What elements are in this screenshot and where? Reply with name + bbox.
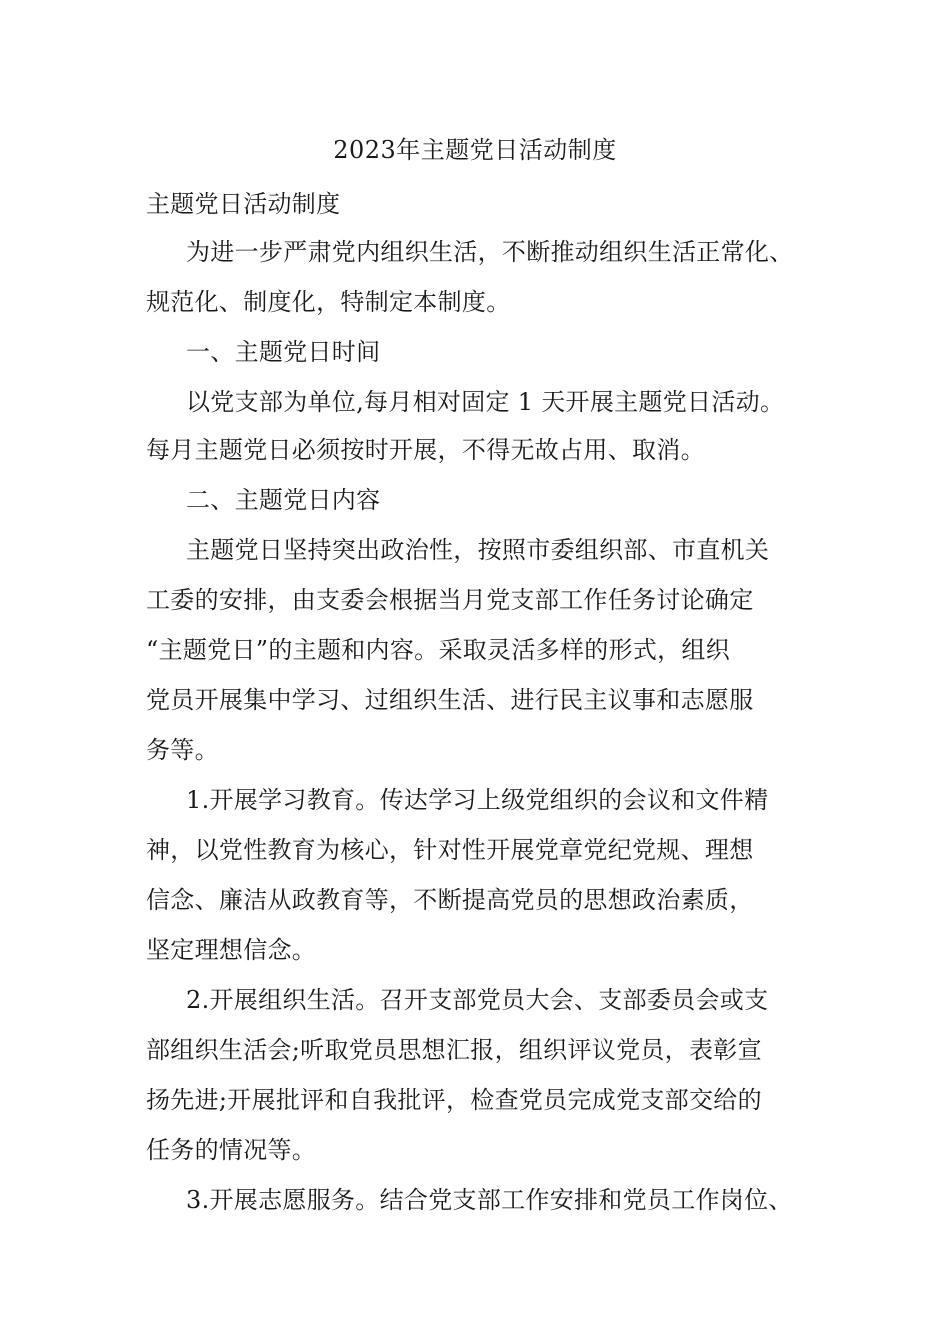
paragraph-line: 工委的安排，由支委会根据当月党支部工作任务讨论确定 — [146, 586, 754, 614]
paragraph-line: 信念、廉洁从政教育等，不断提高党员的思想政治素质， — [146, 886, 754, 914]
paragraph-line: 党员开展集中学习、过组织生活、进行民主议事和志愿服 — [146, 686, 754, 714]
document-title: 2023年主题党日活动制度 — [333, 136, 617, 164]
list-item-2: 2.开展组织生活。召开支部党员大会、支部委员会或支 — [186, 986, 769, 1014]
paragraph-line: 主题党日坚持突出政治性，按照市委组织部、市直机关 — [186, 536, 770, 564]
paragraph-line: 任务的情况等。 — [146, 1136, 317, 1164]
paragraph-line: 坚定理想信念。 — [146, 936, 317, 964]
section-heading-time: 一、主题党日时间 — [186, 338, 381, 366]
paragraph-line: 扬先进;开展批评和自我批评，检查党员完成党支部交给的 — [146, 1086, 762, 1114]
paragraph-line: 每月主题党日必须按时开展，不得无故占用、取消。 — [146, 436, 705, 464]
paragraph-line: 神，以党性教育为核心，针对性开展党章党纪党规、理想 — [146, 836, 754, 864]
document-subtitle: 主题党日活动制度 — [146, 190, 341, 218]
paragraph-line: 务等。 — [146, 736, 219, 764]
list-item-1: 1.开展学习教育。传达学习上级党组织的会议和文件精 — [186, 786, 769, 814]
paragraph-line: 以党支部为单位,每月相对固定 1 天开展主题党日活动。 — [186, 388, 785, 416]
section-heading-content: 二、主题党日内容 — [186, 486, 381, 514]
paragraph-line: 规范化、制度化，特制定本制度。 — [146, 288, 511, 316]
paragraph-line: 为进一步严肃党内组织生活，不断推动组织生活正常化、 — [186, 238, 794, 266]
paragraph-line: “主题党日”的主题和内容。采取灵活多样的形式，组织 — [146, 636, 731, 664]
list-item-3: 3.开展志愿服务。结合党支部工作安排和党员工作岗位、 — [186, 1186, 793, 1214]
paragraph-line: 部组织生活会;听取党员思想汇报，组织评议党员，表彰宣 — [146, 1036, 762, 1064]
